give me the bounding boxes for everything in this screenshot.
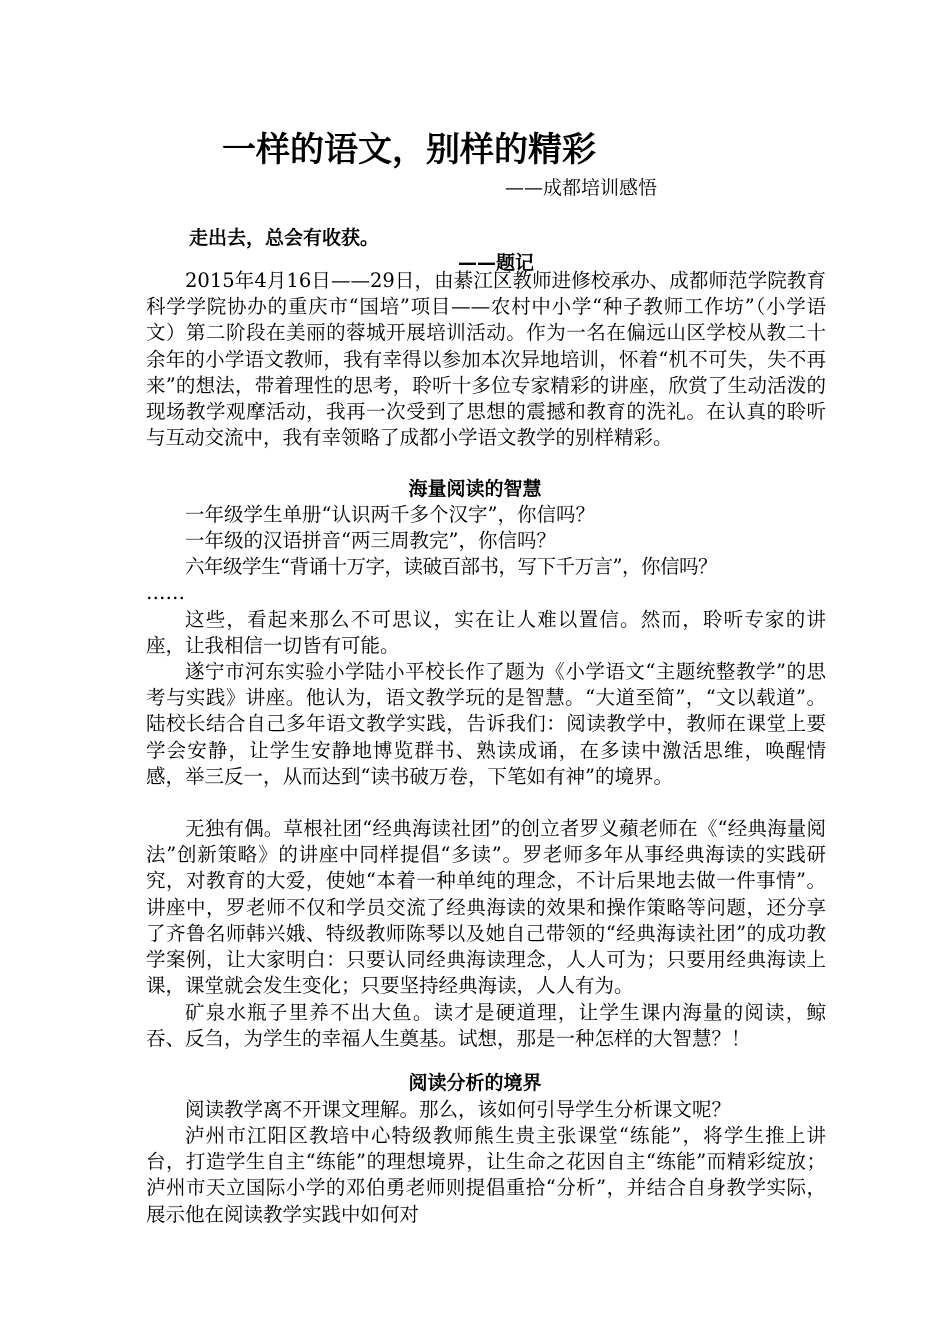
body-paragraph: 无独有偶。草根社团“经典海读社团”的创立者罗义蘋老师在《“经典海量阅法”创新策略》的讲座中同样提倡“多读”。罗老师多年从事经典海读的实践研究，对教育的大爱，使她“本着一种单纯的理念，不计后果地去做一件事情”。讲座中，罗老师不仅和学员交流了经典海读的效果和操作策略等问题，还分享了齐鲁名师韩兴娥、特级教师陈琴以及她自己带领的“经典海读社团”的成功教学案例，让大家明白：只要认同经典海读理念，人人可为；只要用经典海读上课，课堂就会发生变化；只要坚持经典海读，人人有为。 [146,817,826,998]
intro-paragraph: 2015年4月16日——29日，由綦江区教师进修校承办、成都师范学院教育科学学院协办的重庆市“国培”项目——农村中小学“种子教师工作坊”（小学语文）第二阶段在美丽的蓉城开展培训活动。作为一名在偏远山区学校从教二十余年的小学语文教师，我有幸得以参加本次异地培训，怀着“机不可失，失不再来”的想法，带着理性的思考，聆听十多位专家精彩的讲座，欣赏了生动活泼的现场教学观摩活动，我再一次受到了思想的震撼和教育的洗礼。在认真的聆听与互动交流中，我有幸领略了成都小学语文教学的别样精彩。 [146,269,826,450]
epigraph-tag: ——题记 [458,252,535,274]
question-paragraph: 六年级学生“背诵十万字，读破百部书，写下千万言”，你信吗？ [185,555,717,578]
section-heading-reading-wisdom: 海量阅读的智慧 [408,478,542,500]
question-paragraph: 一年级的汉语拼音“两三周教完”，你信吗？ [185,529,556,552]
document-title: 一样的语文，别样的精彩 [222,130,596,170]
body-paragraph: 阅读教学离不开课文理解。那么，该如何引导学生分析课文呢？ [185,1098,732,1121]
body-paragraph: 遂宁市河东实验小学陆小平校长作了题为《小学语文“主题统整教学”的思考与实践》讲座。他认为，语文教学玩的是智慧。“大道至简”，“文以载道”。陆校长结合自己多年语文教学实践，告诉我们：阅读教学中，教师在课堂上要学会安静，让学生安静地博览群书、熟读成诵，在多读中激活思维，唤醒情感，举三反一，从而达到“读书破万卷，下笔如有神”的境界。 [146,660,826,788]
question-paragraph: 一年级学生单册“认识两千多个汉字”，你信吗？ [185,503,595,526]
body-paragraph: 这些，看起来那么不可思议，实在让人难以置信。然而，聆听专家的讲座，让我相信一切皆有可能。 [146,608,826,658]
body-paragraph: 泸州市江阳区教培中心特级教师熊生贵主张课堂“练能”，将学生推上讲台，打造学生自主“练能”的理想境界，让生命之花因自主“练能”而精彩绽放；泸州市天立国际小学的邓伯勇老师则提倡重拾“分析”，并结合自身教学实际，展示他在阅读教学实践中如何对 [146,1124,826,1226]
section-heading-analysis-realm: 阅读分析的境界 [408,1072,542,1094]
epigraph-text: 走出去，总会有收获。 [189,227,380,249]
ellipsis-paragraph: …… [146,581,185,604]
body-paragraph: 矿泉水瓶子里养不出大鱼。读才是硬道理，让学生课内海量的阅读，鲸吞、反刍，为学生的幸福人生奠基。试想，那是一种怎样的大智慧？！ [146,1001,826,1051]
document-subtitle: ——成都培训感悟 [505,177,658,199]
